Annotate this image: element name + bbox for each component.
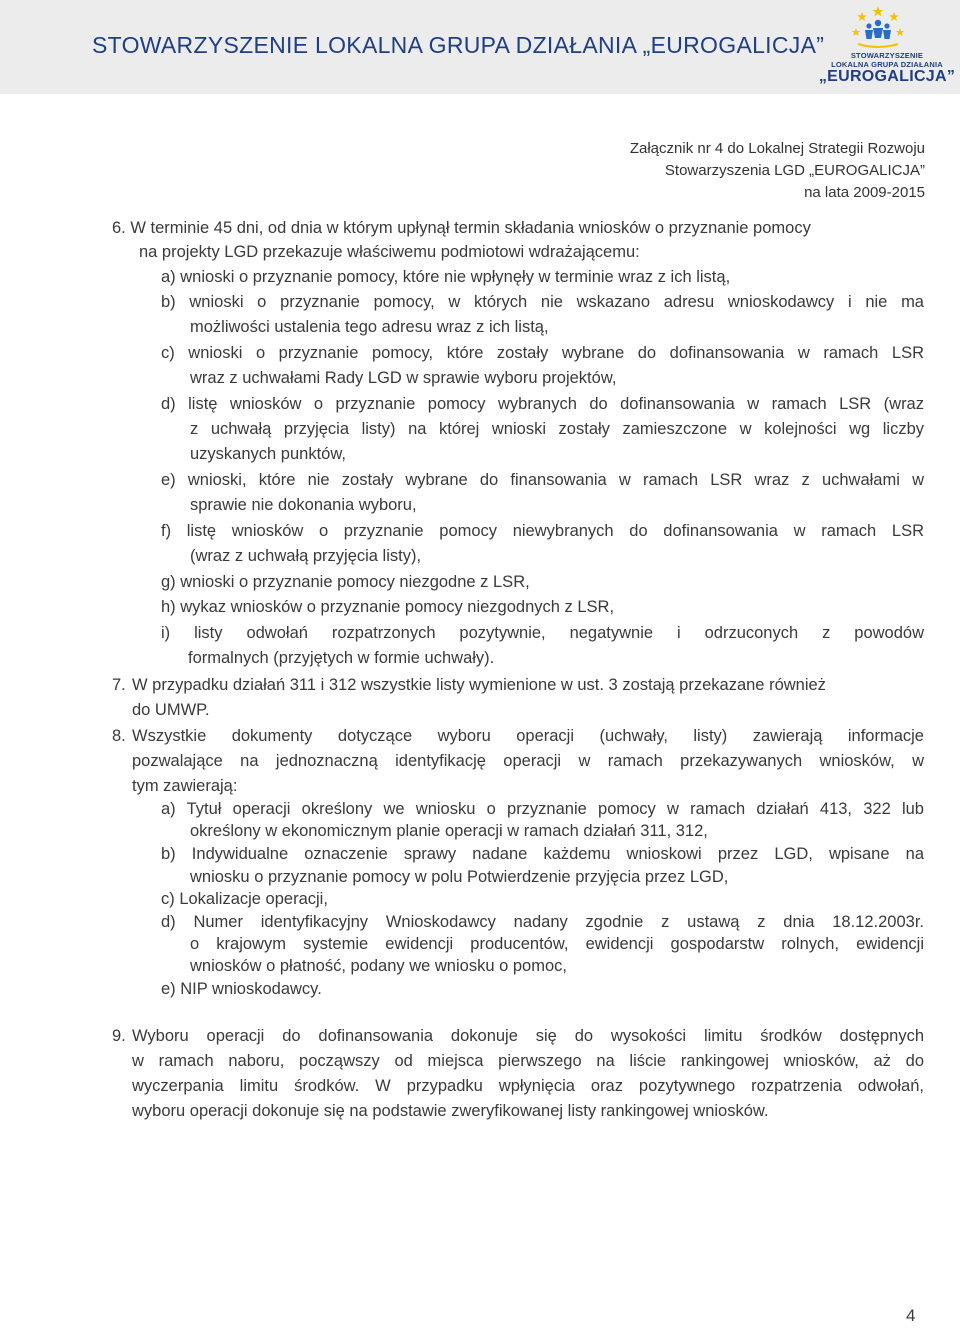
text-line: formalnych (przyjętych w formie uchwały).: [188, 649, 495, 667]
organization-title: STOWARZYSZENIE LOKALNA GRUPA DZIAŁANIA „EUROGALICJA”: [92, 32, 825, 58]
page-header-band: [0, 0, 960, 94]
text-line: g) wnioski o przyznanie pomocy niezgodne z LSR,: [161, 573, 530, 591]
text-line: wniosku o przyznanie pomocy w polu Potwierdzenie przyjęcia przez LGD,: [190, 868, 729, 886]
text-line: W przypadku działań 311 i 312 wszystkie listy wymienione w ust. 3 zostają przekazane również: [132, 676, 826, 694]
text-line: na projekty LGD przekazuje właściwemu podmiotowi wdrażającemu:: [139, 243, 640, 261]
section-number: 9.: [112, 1027, 126, 1045]
text-line: (wraz z uchwałą przyjęcia listy),: [190, 547, 422, 565]
text-line: b) wnioski o przyznanie pomocy, w których nie wskazano adresu wnioskodawcy i nie ma: [161, 293, 924, 311]
text-line: h) wykaz wniosków o przyznanie pomocy niezgodnych z LSR,: [161, 598, 615, 616]
text-line: możliwości ustalenia tego adresu wraz z ich listą,: [190, 318, 549, 336]
text-line: e) wnioski, które nie zostały wybrane do finansowania w ramach LSR wraz z uchwałami w: [161, 471, 924, 489]
text-line: pozwalające na jednoznaczną identyfikację operacji w ramach przekazywanych wniosków, w: [132, 752, 924, 770]
text-line: tym zawierają:: [132, 777, 238, 795]
text-line: wraz z uchwałami Rady LGD w sprawie wyboru projektów,: [190, 369, 617, 387]
section-number: 7.: [112, 676, 126, 694]
text-line: d) listę wniosków o przyznanie pomocy wybranych do dofinansowania w ramach LSR (wraz: [161, 395, 924, 413]
annex-line-3: na lata 2009-2015: [804, 184, 925, 201]
eurogalicja-logo: [818, 4, 956, 90]
text-line: Wyboru operacji do dofinansowania dokonuje się do wysokości limitu środków dostępnych: [132, 1027, 924, 1045]
text-line: określony w ekonomicznym planie operacji w ramach działań 311, 312,: [190, 822, 708, 840]
text-line: a) Tytuł operacji określony we wniosku o przyznanie pomocy w ramach działań 413, 322 lub: [161, 800, 924, 818]
text-line: Wszystkie dokumenty dotyczące wyboru operacji (uchwały, listy) zawierają informacje: [132, 727, 924, 745]
text-line: do UMWP.: [132, 701, 210, 719]
text-line: e) NIP wnioskodawcy.: [161, 980, 322, 998]
text-line: a) wnioski o przyznanie pomocy, które nie wpłynęły w terminie wraz z ich listą,: [161, 268, 731, 286]
page-number: 4: [906, 1306, 916, 1325]
logo-line-1: STOWARZYSZENIE: [850, 51, 924, 60]
logo-stars-icon: [848, 4, 908, 50]
text-line: c) Lokalizacje operacji,: [161, 890, 328, 908]
text-line: wyczerpania limitu środków. W przypadku wpłynięcia oraz pozytywnego rozpatrzenia odwołań,: [132, 1077, 924, 1095]
text-line: f) listę wniosków o przyznanie pomocy niewybranych do dofinansowania w ramach LSR: [161, 522, 924, 540]
annex-line-2: Stowarzyszenia LGD „EUROGALICJA”: [664, 162, 925, 179]
text-line: d) Numer identyfikacyjny Wnioskodawcy nadany zgodnie z ustawą z dnia 18.12.2003r.: [161, 913, 924, 931]
section-number: 8.: [112, 727, 126, 745]
text-line: wyboru operacji dokonuje się na podstawie zweryfikowanej listy rankingowej wniosków.: [132, 1102, 769, 1120]
annex-line-1: Załącznik nr 4 do Lokalnej Strategii Rozwoju: [629, 140, 925, 157]
text-line: sprawie nie dokonania wyboru,: [190, 496, 417, 514]
text-line: i) listy odwołań rozpatrzonych pozytywnie, negatywnie i odrzuconych z powodów: [161, 624, 924, 642]
text-line: z uchwałą przyjęcia listy) na której wnioski zostały zamieszczone w kolejności wg liczby: [190, 420, 924, 438]
text-line: uzyskanych punktów,: [190, 445, 346, 463]
text-line: o krajowym systemie ewidencji producentów, ewidencji gospodarstw rolnych, ewidencji: [190, 935, 924, 953]
text-line: wniosków o płatność, podany we wniosku o pomoc,: [190, 957, 567, 975]
logo-line-2: LOKALNA GRUPA DZIAŁANIA: [831, 60, 943, 69]
text-line: c) wnioski o przyznanie pomocy, które zostały wybrane do dofinansowania w ramach LSR: [161, 344, 924, 362]
text-line: 6. W terminie 45 dni, od dnia w którym upłynął termin składania wniosków o przyznanie pomocy: [112, 219, 811, 237]
text-line: w ramach naboru, począwszy od miejsca pierwszego na liście rankingowej wniosków, aż do: [132, 1052, 924, 1070]
logo-name: „EUROGALICJA”: [818, 68, 956, 85]
text-line: b) Indywidualne oznaczenie sprawy nadane każdemu wnioskowi przez LGD, wpisane na: [161, 845, 924, 863]
annex-note: [630, 138, 925, 204]
